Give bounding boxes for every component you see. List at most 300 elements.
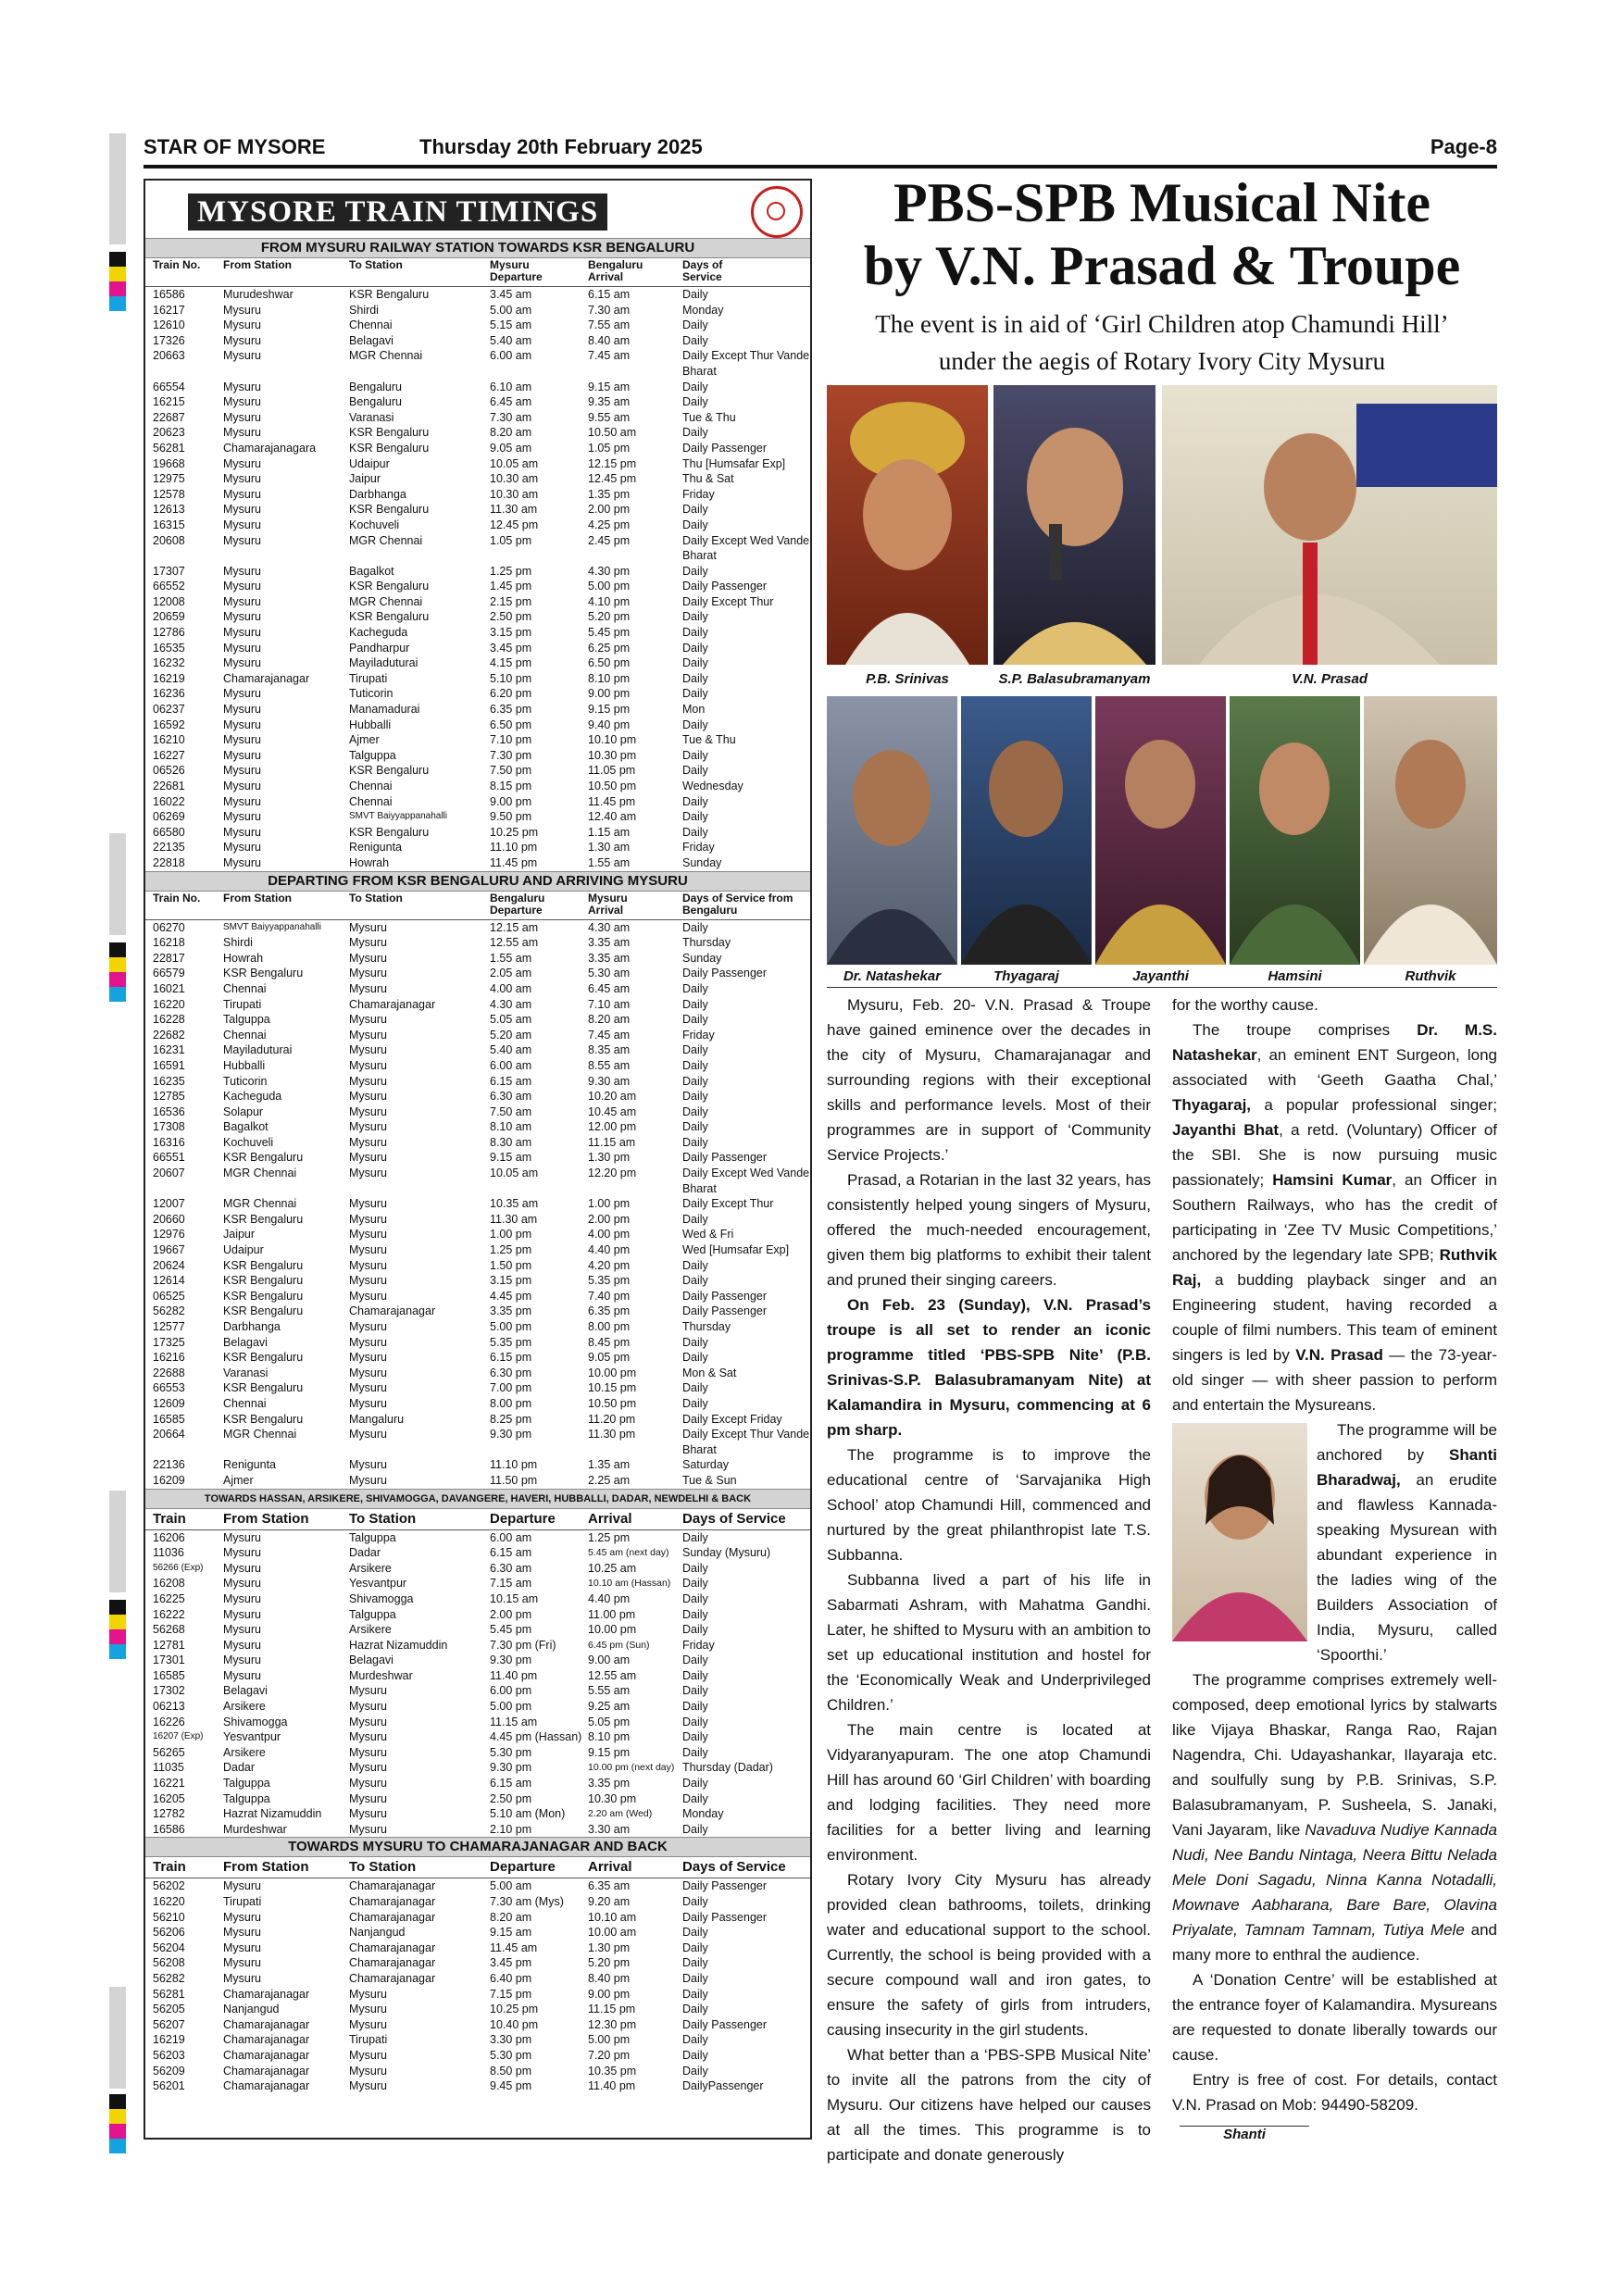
- cell-arrival: 10.00 am: [588, 1926, 637, 1940]
- cell-departure: 5.20 am: [490, 1028, 532, 1042]
- table-row: [145, 1212, 810, 1228]
- cell-arrival: 9.05 pm: [588, 1351, 631, 1365]
- cell-departure: 9.00 pm: [490, 794, 532, 808]
- cell-from: Belagavi: [223, 1335, 268, 1349]
- cell-days: Daily: [682, 810, 708, 824]
- cell-to: Chamarajanagar: [349, 997, 436, 1011]
- cell-to: Mysuru: [349, 1013, 387, 1027]
- cell-arrival: 11.15 am: [588, 1135, 636, 1149]
- caption-vn-prasad: V.N. Prasad: [1292, 671, 1368, 687]
- cell-to: Mysuru: [349, 1396, 387, 1410]
- text: The programme will be anchored by: [1317, 1421, 1497, 1464]
- cell-to: Mysuru: [349, 1135, 387, 1149]
- cell-from: Chamarajanagar: [223, 2048, 310, 2062]
- cell-departure: 1.05 pm: [490, 533, 532, 547]
- table-row: [145, 2017, 810, 2033]
- cell-departure: 12.55 am: [490, 936, 539, 950]
- table-row: [145, 855, 810, 871]
- cell-days: Daily: [682, 1396, 708, 1410]
- cell-departure: 7.30 am (Mys): [490, 1895, 564, 1908]
- cell-to: Mysuru: [349, 2079, 387, 2093]
- cell-from: Chennai: [223, 1396, 267, 1410]
- cell-arrival: 5.55 am: [588, 1684, 631, 1698]
- cell-from: Mysuru: [223, 349, 261, 363]
- paragraph: A ‘Donation Centre’ will be established at the entrance foyer of Kalamandira. Mysureans are requested to donate liberally towards our cause.: [1172, 1971, 1497, 2064]
- cell-to: Yesvantpur: [349, 1577, 407, 1591]
- header-arr: Arrival: [588, 1859, 632, 1876]
- cell-arrival: 1.00 pm: [588, 1197, 631, 1211]
- cell-from: KSR Bengaluru: [223, 1351, 304, 1365]
- cell-from: Mysuru: [223, 748, 261, 762]
- cell-days: Tue & Thu: [682, 733, 736, 747]
- cell-from: Mysuru: [223, 733, 261, 747]
- table-row: [145, 1622, 810, 1638]
- table-row: [145, 1561, 810, 1577]
- table-row: [145, 303, 810, 318]
- page-number: Page-8: [1430, 135, 1497, 158]
- cell-train: 16228: [153, 1013, 185, 1027]
- cell-to: Mysuru: [349, 1473, 387, 1487]
- cell-days: Wed & Fri: [682, 1228, 734, 1242]
- cell-to: Mysuru: [349, 1074, 387, 1088]
- cell-from: Mysuru: [223, 1956, 261, 1970]
- cell-arrival: 4.40 pm: [588, 1591, 631, 1605]
- cell-days: Daily: [682, 1623, 708, 1637]
- cell-train: 56281: [153, 441, 185, 455]
- cell-arrival: 10.15 pm: [588, 1381, 637, 1395]
- cell-departure: 5.45 pm: [490, 1623, 532, 1637]
- cell-arrival: 6.50 pm: [588, 656, 631, 670]
- table-row: [145, 1668, 810, 1684]
- cell-departure: 6.30 am: [490, 1561, 532, 1575]
- header-dep: Bengaluru Departure: [490, 891, 545, 917]
- table-row: [145, 1350, 810, 1366]
- table-row: [145, 579, 810, 594]
- table-row: [145, 518, 810, 533]
- cell-arrival: 7.30 am: [588, 303, 631, 317]
- cell-to: Mysuru: [349, 1090, 387, 1104]
- table-row: [145, 1822, 810, 1838]
- cell-arrival: 4.00 pm: [588, 1228, 631, 1242]
- cell-departure: 11.45 pm: [490, 855, 538, 869]
- cell-departure: 4.45 pm (Hassan): [490, 1730, 582, 1744]
- cell-train: 22817: [153, 951, 185, 965]
- cell-days: Wed [Humsafar Exp]: [682, 1243, 790, 1257]
- masthead: [144, 133, 1497, 165]
- cell-to: Tirupati: [349, 671, 388, 685]
- cell-arrival: 7.10 am: [588, 997, 631, 1011]
- table-row: [145, 1806, 810, 1822]
- bold-name: Hamsini Kumar: [1272, 1171, 1393, 1189]
- cell-departure: 5.10 pm: [490, 671, 532, 685]
- cell-arrival: 8.10 pm: [588, 671, 631, 685]
- cell-train: 22687: [153, 410, 185, 424]
- table-body: [145, 920, 810, 1489]
- cell-from: Mysuru: [223, 380, 261, 393]
- cell-to: Mysuru: [349, 1043, 387, 1057]
- cell-train: 06270: [153, 920, 185, 934]
- registration-strip: [109, 1491, 126, 1592]
- cell-departure: 3.35 pm: [490, 1304, 532, 1318]
- table-row: [145, 1791, 810, 1807]
- cell-days: Daily: [682, 1895, 708, 1908]
- cell-departure: 1.50 pm: [490, 1258, 532, 1272]
- cell-from: Tirupati: [223, 1895, 262, 1908]
- cell-to: Mysuru: [349, 1381, 387, 1395]
- cell-to: Mysuru: [349, 1320, 387, 1333]
- cell-to: Mysuru: [349, 1167, 387, 1180]
- cell-to: Mysuru: [349, 2064, 387, 2078]
- caption-thyagaraj: Thyagaraj: [993, 968, 1059, 984]
- cell-train: 66553: [153, 1381, 185, 1395]
- cell-to: Udaipur: [349, 456, 390, 470]
- cell-departure: 11.45 am: [490, 1940, 538, 1954]
- photo-pb-srinivas: [827, 385, 988, 665]
- cell-from: Bagalkot: [223, 1120, 269, 1134]
- cell-days: Saturday: [682, 1458, 730, 1472]
- cell-from: Mysuru: [223, 410, 261, 424]
- cell-from: KSR Bengaluru: [223, 1151, 304, 1165]
- cell-train: 16585: [153, 1412, 185, 1426]
- cell-days: Daily: [682, 794, 708, 808]
- cell-from: Mysuru: [223, 780, 261, 792]
- table-row: [145, 981, 810, 997]
- cell-to: Mangaluru: [349, 1412, 405, 1426]
- cell-arrival: 8.00 pm: [588, 1320, 631, 1333]
- table-row: [145, 502, 810, 518]
- cell-days: Daily: [682, 1074, 708, 1088]
- cell-arrival: 5.45 am (next day): [588, 1547, 669, 1559]
- cell-to: Mysuru: [349, 2048, 387, 2062]
- cell-to: Mysuru: [349, 1777, 387, 1791]
- cell-days: Daily: [682, 1381, 708, 1395]
- cell-train: 16227: [153, 748, 185, 762]
- cell-to: Chamarajanagar: [349, 1956, 436, 1970]
- cell-to: Mysuru: [349, 1212, 387, 1226]
- cell-from: Darbhanga: [223, 1320, 281, 1333]
- cell-days: Daily: [682, 1120, 708, 1134]
- section-title: DEPARTING FROM KSR BENGALURU AND ARRIVING MYSURU: [145, 871, 810, 892]
- cell-arrival: 10.00 pm: [588, 1366, 637, 1379]
- cell-arrival: 8.35 am: [588, 1043, 631, 1057]
- cell-departure: 2.00 pm: [490, 1607, 532, 1621]
- cell-departure: 12.45 pm: [490, 518, 539, 531]
- cell-days: Daily: [682, 1591, 708, 1605]
- table-row: [145, 1412, 810, 1428]
- cell-arrival: 9.15 pm: [588, 703, 631, 717]
- bold-name: Jayanthi Bhat: [1172, 1121, 1280, 1139]
- cell-to: Kacheguda: [349, 626, 408, 640]
- cell-train: 56210: [153, 1910, 185, 1924]
- cell-arrival: 2.25 am: [588, 1473, 631, 1487]
- cell-to: Bagalkot: [349, 564, 394, 578]
- cell-days: Daily: [682, 626, 708, 640]
- cell-train: 16232: [153, 656, 185, 670]
- table-row: [145, 686, 810, 702]
- cell-from: Jaipur: [223, 1228, 256, 1242]
- cell-arrival: 10.25 am: [588, 1561, 637, 1575]
- cell-days: Daily: [682, 610, 708, 624]
- cell-from: Mysuru: [223, 794, 261, 808]
- cell-to: Ajmer: [349, 733, 380, 747]
- cell-to: Mysuru: [349, 1274, 387, 1288]
- cell-departure: 7.15 pm: [490, 1987, 532, 2001]
- cell-arrival: 10.00 pm: [588, 1623, 637, 1637]
- cell-days: Daily: [682, 1607, 708, 1621]
- cell-train: 22818: [153, 855, 185, 869]
- table-row: [145, 380, 810, 395]
- train-timings-header: [145, 181, 810, 238]
- cell-to: Mysuru: [349, 1715, 387, 1728]
- table-row: [145, 1396, 810, 1412]
- table-row: [145, 2078, 810, 2094]
- cell-to: Mysuru: [349, 1197, 387, 1211]
- paragraph: The programme is to improve the educational centre of ‘Sarvajanika High School’ atop Chamundi Hill, commenced and nurtured by the great philanthropist late T.S. Subbanna.: [827, 1446, 1151, 1564]
- cell-train: 22135: [153, 841, 185, 855]
- cell-from: Mysuru: [223, 518, 261, 531]
- cell-departure: 5.00 am: [490, 1879, 532, 1893]
- cell-days: Sunday: [682, 951, 722, 965]
- cell-departure: 6.45 am: [490, 395, 532, 409]
- cell-train: 16206: [153, 1530, 185, 1544]
- cell-days: Daily: [682, 518, 708, 531]
- article-subhead: [824, 306, 1500, 380]
- cell-days: Thursday: [682, 1320, 731, 1333]
- header-arr: Arrival: [588, 1510, 632, 1527]
- cell-arrival: 4.25 pm: [588, 518, 631, 531]
- cell-departure: 5.40 am: [490, 333, 532, 347]
- cell-departure: 11.10 pm: [490, 1458, 538, 1472]
- cell-departure: 6.00 pm: [490, 1684, 532, 1698]
- portrait-icon: [827, 385, 988, 665]
- cell-from: Arsikere: [223, 1745, 266, 1759]
- cell-arrival: 10.10 am (Hassan): [588, 1578, 671, 1590]
- cell-train: 12578: [153, 487, 185, 501]
- cell-train: 16208: [153, 1577, 185, 1591]
- cell-from: Chamarajanagar: [223, 2079, 310, 2093]
- cell-to: Mysuru: [349, 920, 387, 934]
- cell-train: 16218: [153, 936, 185, 950]
- registration-strip: [109, 1987, 126, 2089]
- cell-arrival: 9.00 pm: [588, 1987, 631, 2001]
- photo-ruthvik: [1364, 696, 1497, 965]
- cell-departure: 10.40 pm: [490, 2017, 539, 2031]
- cell-days: Daily: [682, 2048, 708, 2062]
- cell-train: 56268: [153, 1623, 185, 1637]
- bold-name: Dr. M.S. Natashekar: [1172, 1021, 1497, 1064]
- cell-train: 16219: [153, 671, 185, 685]
- cell-to: Mysuru: [349, 981, 387, 995]
- cell-from: Mysuru: [223, 718, 261, 731]
- railway-emblem-icon: [751, 186, 803, 238]
- cell-train: 16585: [153, 1668, 185, 1682]
- table-row: [145, 718, 810, 733]
- cell-departure: 4.45 pm: [490, 1289, 532, 1303]
- cell-arrival: 6.35 pm: [588, 1304, 631, 1318]
- table-row: [145, 935, 810, 951]
- cell-train: 12610: [153, 318, 185, 332]
- cell-days: Daily: [682, 1668, 708, 1682]
- cell-days: Daily: [682, 1940, 708, 1954]
- table-row: [145, 1955, 810, 1971]
- header-to: To Station: [349, 258, 403, 271]
- cell-days: Daily Passenger: [682, 1879, 768, 1893]
- text: The troupe comprises: [1193, 1021, 1418, 1039]
- cell-arrival: 10.20 am: [588, 1090, 637, 1104]
- cell-departure: 6.00 am: [490, 1530, 532, 1544]
- cell-days: Daily: [682, 503, 708, 517]
- cell-from: Mysuru: [223, 703, 261, 717]
- cell-arrival: 12.45 pm: [588, 472, 637, 486]
- cell-departure: 10.25 pm: [490, 2003, 539, 2016]
- cell-arrival: 7.20 pm: [588, 2048, 631, 2062]
- cell-train: 56266 (Exp): [153, 1562, 204, 1573]
- cell-days: Daily: [682, 1090, 708, 1104]
- cell-from: MGR Chennai: [223, 1428, 297, 1441]
- cell-departure: 1.00 pm: [490, 1228, 532, 1242]
- cell-to: KSR Bengaluru: [349, 503, 430, 517]
- cell-days: Tue & Sun: [682, 1473, 737, 1487]
- cell-departure: 9.30 pm: [490, 1761, 532, 1775]
- cell-from: SMVT Baiyyappanahalli: [223, 921, 321, 932]
- table-row: [145, 1058, 810, 1074]
- table-row: [145, 1242, 810, 1258]
- cell-train: 11035: [153, 1761, 184, 1775]
- cell-days: Daily: [682, 764, 708, 778]
- cell-departure: 3.30 pm: [490, 2033, 532, 2047]
- cell-train: 56209: [153, 2064, 185, 2078]
- cell-from: Chamarajanagar: [223, 671, 310, 685]
- cell-from: Renigunta: [223, 1458, 276, 1472]
- cell-train: 17325: [153, 1335, 185, 1349]
- cell-to: Chamarajanagar: [349, 1910, 436, 1924]
- photo-shanti: [1172, 1423, 1307, 1641]
- cell-days: Daily: [682, 1274, 708, 1288]
- cell-departure: 6.20 pm: [490, 687, 532, 701]
- cell-train: 12007: [153, 1197, 185, 1211]
- cell-arrival: 1.30 pm: [588, 1940, 631, 1954]
- cell-arrival: 11.15 pm: [588, 2003, 636, 2016]
- text: , an eminent ENT Surgeon, long associated with ‘Geeth Gaatha Chal,’: [1172, 1046, 1497, 1089]
- cell-to: Mysuru: [349, 2017, 387, 2031]
- paper-name: STAR OF MYSORE: [144, 135, 326, 158]
- cell-to: Talguppa: [349, 1607, 396, 1621]
- cell-days: Daily: [682, 1258, 708, 1272]
- registration-mark: [109, 1600, 126, 1659]
- article-headline: [824, 171, 1500, 297]
- table-row: [145, 1227, 810, 1242]
- cell-from: Varanasi: [223, 1366, 269, 1379]
- table-row: [145, 1289, 810, 1304]
- cell-arrival: 10.30 pm: [588, 748, 637, 762]
- table-row: [145, 1012, 810, 1028]
- cell-arrival: 11.45 pm: [588, 794, 636, 808]
- cell-from: KSR Bengaluru: [223, 1258, 304, 1272]
- cell-from: Mysuru: [223, 594, 261, 608]
- cell-train: 19668: [153, 456, 185, 470]
- table-row: [145, 1940, 810, 1956]
- table-row: [145, 702, 810, 718]
- cell-from: Chennai: [223, 1028, 267, 1042]
- table-row: [145, 1104, 810, 1120]
- cell-to: Bengaluru: [349, 395, 402, 409]
- table-row: [145, 1042, 810, 1058]
- cell-from: Mayiladuturai: [223, 1043, 293, 1057]
- cell-days: Daily Except Thur: [682, 1197, 774, 1211]
- cell-arrival: 10.50 pm: [588, 1396, 637, 1410]
- cell-train: 12614: [153, 1274, 185, 1288]
- cell-train: 56204: [153, 1940, 185, 1954]
- cell-arrival: 8.40 pm: [588, 1971, 631, 1985]
- header-to: To Station: [349, 1510, 417, 1527]
- cell-from: Kochuveli: [223, 1135, 274, 1149]
- cell-from: Kacheguda: [223, 1090, 282, 1104]
- table-row: [145, 1473, 810, 1489]
- cell-to: Mysuru: [349, 1243, 387, 1257]
- registration-mark: [109, 2094, 126, 2153]
- cell-arrival: 7.45 am: [588, 349, 631, 363]
- cell-arrival: 6.25 pm: [588, 641, 631, 655]
- cell-days: Daily: [682, 1730, 708, 1744]
- cell-arrival: 11.30 pm: [588, 1428, 636, 1441]
- cell-train: 16235: [153, 1074, 185, 1088]
- cell-to: Mysuru: [349, 2003, 387, 2016]
- table-row: [145, 318, 810, 333]
- cell-train: 16591: [153, 1058, 185, 1072]
- cell-from: KSR Bengaluru: [223, 1381, 304, 1395]
- cell-from: Yesvantpur: [223, 1730, 281, 1744]
- cell-days: Daily: [682, 2003, 708, 2016]
- cell-days: Thursday (Dadar): [682, 1761, 773, 1775]
- photo-natashekar: [827, 696, 957, 965]
- table-row: [145, 1319, 810, 1335]
- cell-to: Mysuru: [349, 1120, 387, 1134]
- cell-train: 16586: [153, 1822, 185, 1836]
- cell-from: Nanjangud: [223, 2003, 280, 2016]
- cell-train: 16210: [153, 733, 185, 747]
- cell-train: 22681: [153, 780, 185, 792]
- issue-date: Thursday 20th February 2025: [419, 135, 703, 158]
- paragraph: Prasad, a Rotarian in the last 32 years, has consistently helped young singers of Mysuru, offered the much-needed encouragement, given them big platforms to exhibit their talent and pruned their singing careers.: [827, 1171, 1151, 1289]
- table-row: [145, 2032, 810, 2048]
- cell-arrival: 1.55 am: [588, 855, 631, 869]
- cell-arrival: 7.55 am: [588, 318, 631, 332]
- cell-days: Friday: [682, 487, 715, 501]
- headline-line1: PBS-SPB Musical Nite: [893, 172, 1430, 233]
- cell-from: Mysuru: [223, 687, 261, 701]
- table-row: [145, 809, 810, 825]
- cell-departure: 2.10 pm: [490, 1822, 532, 1836]
- cell-days: Daily: [682, 641, 708, 655]
- cell-arrival: 11.40 pm: [588, 2079, 636, 2093]
- table-row: [145, 471, 810, 487]
- cell-to: Shirdi: [349, 303, 379, 317]
- cell-to: Mysuru: [349, 1289, 387, 1303]
- cell-arrival: 3.30 am: [588, 1822, 631, 1836]
- section-title: TOWARDS MYSURU TO CHAMARAJANAGAR AND BACK: [145, 1837, 810, 1857]
- cell-from: Mysuru: [223, 1668, 261, 1682]
- cell-arrival: 12.55 am: [588, 1668, 637, 1682]
- cell-from: Mysuru: [223, 456, 261, 470]
- portrait-icon: [1162, 385, 1497, 665]
- cell-arrival: 11.05 pm: [588, 764, 636, 778]
- cell-departure: 8.20 am: [490, 426, 532, 440]
- cell-departure: 5.00 am: [490, 303, 532, 317]
- cell-from: MGR Chennai: [223, 1197, 297, 1211]
- cell-departure: 12.15 am: [490, 920, 539, 934]
- header-from: From Station: [223, 258, 292, 271]
- cell-arrival: 1.30 am: [588, 841, 631, 855]
